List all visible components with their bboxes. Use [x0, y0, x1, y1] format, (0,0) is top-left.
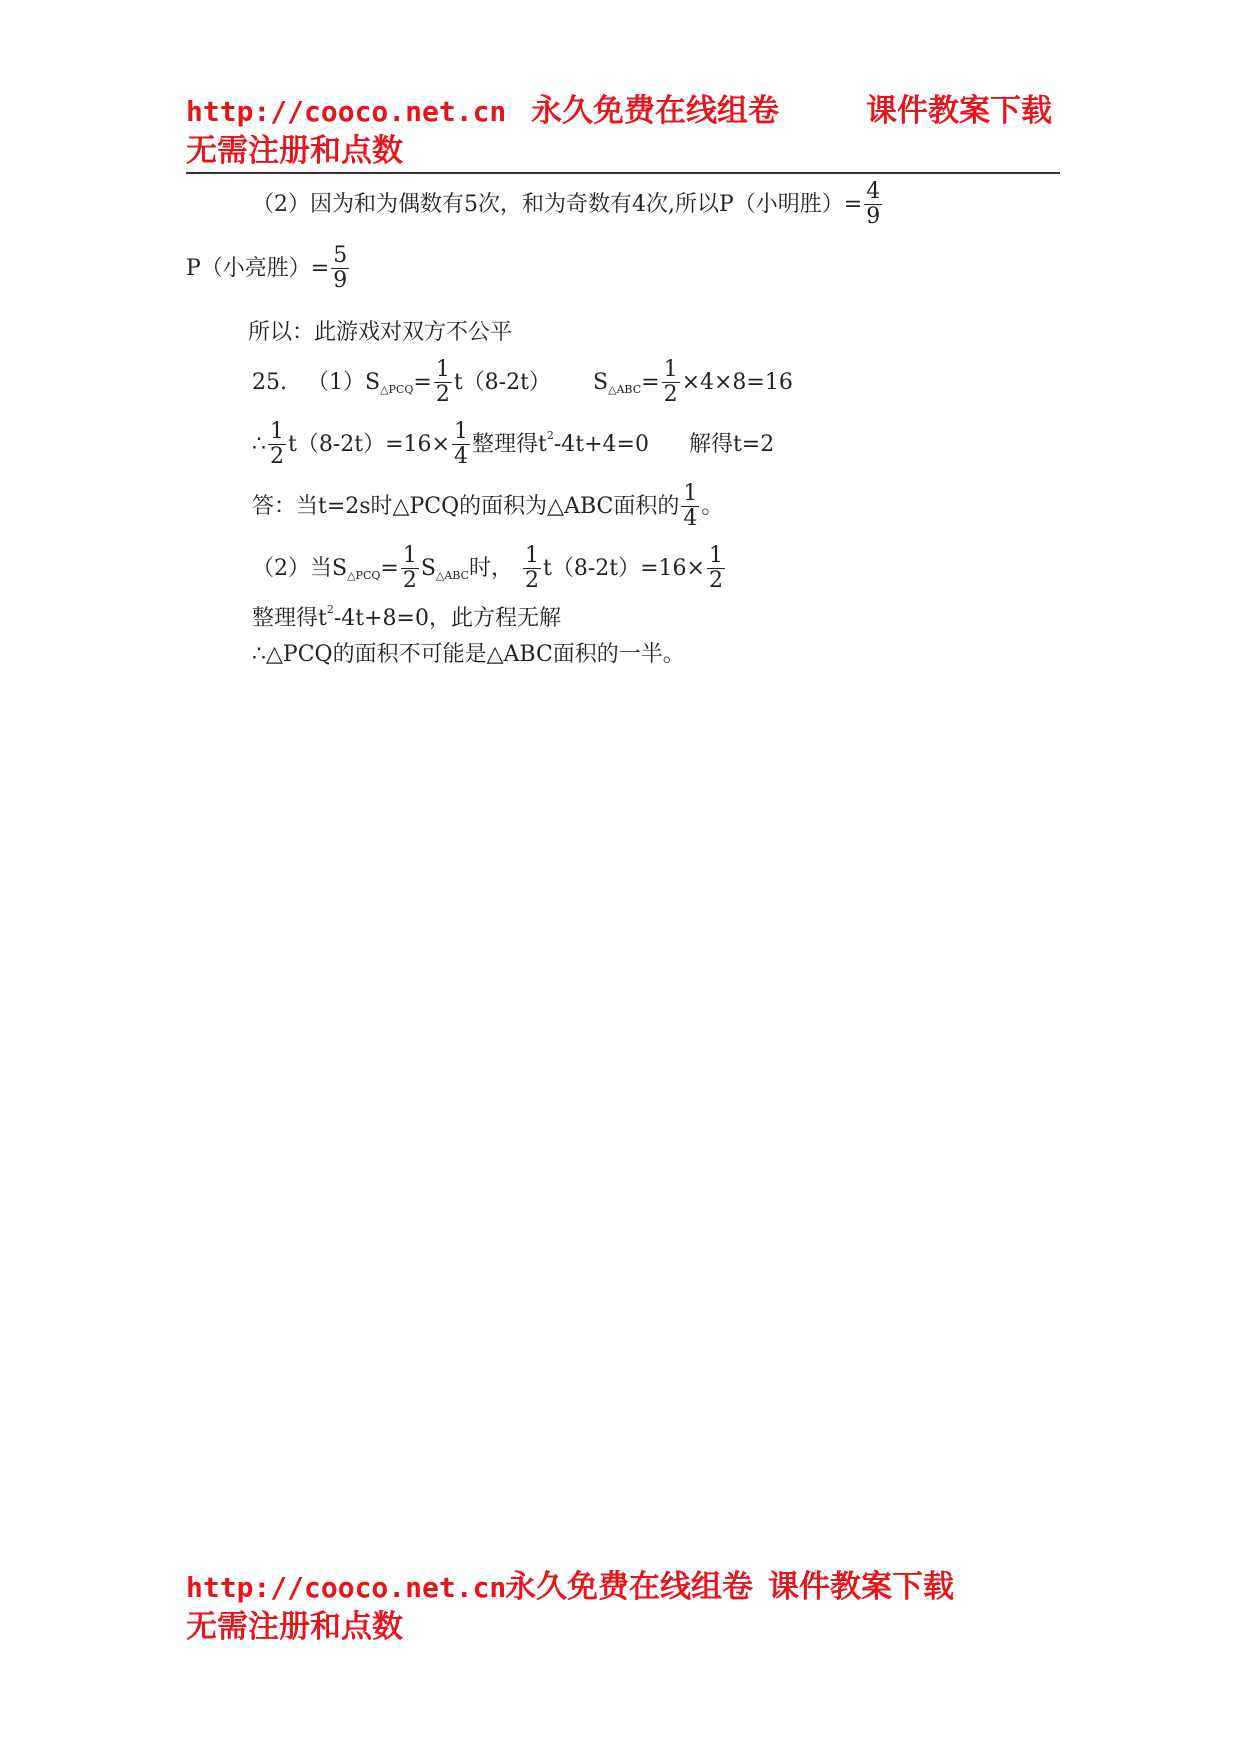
denominator: 2 [663, 382, 678, 407]
question-number: 25. [252, 369, 287, 395]
footer-slogan-1: 永久免费在线组卷 [505, 1569, 753, 1605]
q25-line-2 [252, 420, 774, 469]
q25-final-line [252, 640, 685, 670]
fraction-1-2 [268, 420, 286, 469]
expression: t（8-2t）=16× [288, 431, 450, 457]
superscript: 2 [326, 603, 334, 616]
fraction-1-4 [681, 482, 699, 531]
footer-url[interactable]: http://cooco.net.cn [186, 1571, 507, 1604]
header-slogan-2: 课件教案下载 [866, 93, 1052, 129]
conclusion-line [248, 318, 512, 348]
numerator: 1 [683, 481, 698, 506]
numerator: 5 [333, 243, 348, 268]
part2-text: （2）当S [252, 555, 348, 581]
final-text: ∴△PCQ的面积不可能是△ABC面积的一半。 [252, 642, 685, 667]
expression: -4t+8=0，此方程无解 [333, 606, 561, 631]
subscript-pcq: △PCQ [380, 382, 414, 396]
numerator: 1 [270, 419, 284, 444]
expression: t（8-2t）=16× [543, 555, 705, 581]
expression: t（8-2t） [453, 369, 551, 395]
q25-sort-line [252, 604, 561, 634]
expression: 整理得t [252, 606, 327, 631]
conclusion-text: 所以：此游戏对双方不公平 [248, 320, 513, 345]
header-divider [186, 172, 1060, 174]
answer-line-q2b [186, 244, 351, 293]
superscript: 2 [546, 428, 554, 442]
denominator: 9 [333, 268, 348, 293]
fraction-1-2 [523, 544, 541, 593]
fraction-1-2 [401, 544, 419, 593]
expression: 整理得t [471, 431, 547, 457]
numerator: 1 [525, 543, 540, 568]
numerator: 1 [435, 357, 450, 382]
footer-slogan-2: 课件教案下载 [768, 1569, 954, 1605]
header-slogan-3: 无需注册和点数 [186, 133, 403, 169]
subscript-abc: △ABC [608, 382, 642, 396]
denominator: 2 [270, 444, 284, 469]
area-symbol: （1）S [307, 369, 381, 395]
subscript-pcq: △PCQ [347, 568, 381, 582]
therefore-symbol: ∴ [252, 431, 266, 457]
area-symbol: S [420, 555, 436, 581]
fraction-4-9 [864, 180, 882, 229]
denominator: 2 [525, 568, 540, 593]
footer-slogan-3: 无需注册和点数 [186, 1609, 403, 1645]
q25-answer-line [252, 482, 723, 531]
answer-line-q2 [252, 180, 884, 229]
denominator: 2 [402, 568, 417, 593]
period: 。 [701, 493, 724, 519]
fraction-5-9 [331, 244, 349, 293]
numerator: 1 [453, 419, 468, 444]
q25-line-1 [252, 358, 793, 407]
header-url[interactable]: http://cooco.net.cn [186, 95, 507, 128]
expression: ×4×8=16 [681, 369, 793, 395]
fraction-1-2 [662, 358, 680, 407]
expression: -4t+4=0 [553, 431, 649, 457]
equals: = [380, 555, 399, 581]
equals: = [413, 369, 432, 395]
part2-text: 时， [469, 555, 514, 581]
denominator: 9 [866, 204, 881, 229]
equals: = [641, 369, 660, 395]
denominator: 4 [453, 444, 468, 469]
q2b-text: P（小亮胜）= [186, 255, 330, 281]
denominator: 4 [683, 506, 698, 531]
solution: 解得t=2 [688, 431, 775, 457]
q25-part2-line [252, 544, 727, 593]
area-symbol: S [592, 369, 609, 395]
header-slogan-1: 永久免费在线组卷 [531, 93, 779, 129]
numerator: 1 [709, 543, 723, 568]
answer-text: 答：当t=2s时△PCQ的面积为△ABC面积的 [252, 493, 680, 519]
numerator: 1 [663, 357, 678, 382]
q2-text: （2）因为和为偶数有5次，和为奇数有4次,所以P（小明胜）= [252, 191, 863, 217]
subscript-abc: △ABC [435, 568, 469, 582]
fraction-1-4 [452, 420, 470, 469]
denominator: 2 [435, 382, 450, 407]
numerator: 1 [402, 543, 417, 568]
numerator: 4 [866, 179, 881, 204]
fraction-1-2 [434, 358, 452, 407]
fraction-1-2 [707, 544, 725, 593]
denominator: 2 [709, 568, 723, 593]
